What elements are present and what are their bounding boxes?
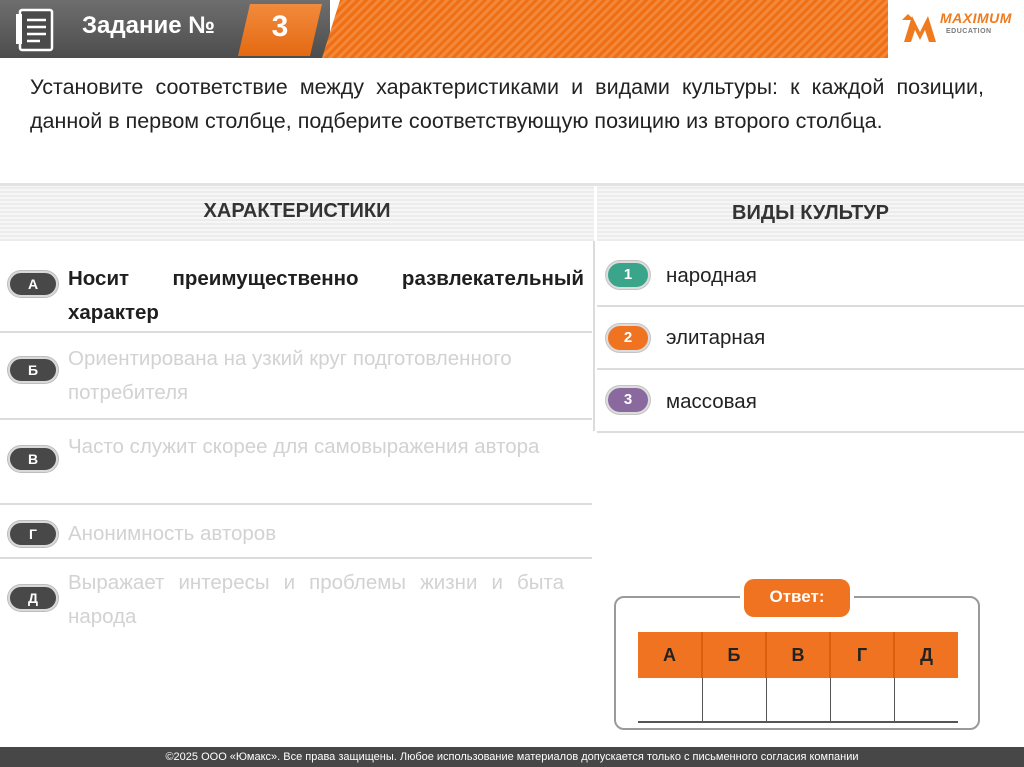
copyright-text: ©2025 ООО «Юмакс». Все права защищены. Любое использование материалов допускается только с письменного согласия компании bbox=[165, 751, 859, 763]
row-divider bbox=[0, 503, 592, 505]
letter-badge: В bbox=[8, 446, 58, 472]
culture-label: народная bbox=[666, 264, 757, 287]
answer-cell-d[interactable] bbox=[894, 678, 958, 722]
answer-cell-g[interactable] bbox=[830, 678, 894, 722]
list-divider bbox=[593, 241, 595, 431]
answer-cell-b[interactable] bbox=[702, 678, 766, 722]
answer-header-a: А bbox=[638, 632, 702, 678]
answer-header-g: Г bbox=[830, 632, 894, 678]
task-instruction: Установите соответствие между характеристиками и видами культуры: к каждой позиции, данной в первом столбце, подберите соответствующую позицию из второго столбца. bbox=[30, 75, 984, 133]
row-divider bbox=[597, 305, 1024, 307]
row-divider bbox=[0, 418, 592, 420]
answer-header-v: В bbox=[766, 632, 830, 678]
task-title: Задание № bbox=[82, 12, 215, 39]
answer-header-b: Б bbox=[702, 632, 766, 678]
header-bar bbox=[0, 0, 1024, 58]
culture-label: элитарная bbox=[666, 326, 766, 349]
characteristic-text: Часто служит скорее для самовыражения автора bbox=[68, 435, 540, 458]
letter-badge: Б bbox=[8, 357, 58, 383]
letter-badge: Г bbox=[8, 521, 58, 547]
answer-header-d: Д bbox=[894, 632, 958, 678]
characteristic-text: Анонимность авторов bbox=[68, 522, 277, 545]
letter-badge: А bbox=[8, 271, 58, 297]
culture-label: массовая bbox=[666, 390, 757, 413]
characteristic-text: Ориентирована на узкий круг подготовленного потребителя bbox=[68, 347, 512, 404]
logo-subtext: EDUCATION bbox=[946, 28, 992, 35]
answer-cell-a[interactable] bbox=[638, 678, 702, 722]
number-badge: 3 bbox=[606, 386, 650, 414]
answer-cell-v[interactable] bbox=[766, 678, 830, 722]
culture-types-header: ВИДЫ КУЛЬТУР bbox=[732, 202, 889, 224]
number-badge: 2 bbox=[606, 324, 650, 352]
row-divider bbox=[597, 368, 1024, 370]
letter-badge: Д bbox=[8, 585, 58, 611]
characteristic-text: Выражает интересы и проблемы жизни и быта народа bbox=[68, 571, 564, 628]
number-badge: 1 bbox=[606, 261, 650, 289]
characteristic-text: Носит преимущественно развлекательный характер bbox=[68, 267, 584, 324]
row-divider bbox=[597, 431, 1024, 433]
logo-text: MAXIMUM bbox=[940, 10, 1012, 26]
task-number: 3 bbox=[271, 10, 289, 43]
header-stripe-panel bbox=[322, 0, 888, 58]
answer-label: Ответ: bbox=[744, 579, 850, 617]
row-divider bbox=[0, 557, 592, 559]
row-divider bbox=[0, 331, 592, 333]
characteristics-header: ХАРАКТЕРИСТИКИ bbox=[203, 200, 391, 222]
document-icon bbox=[14, 6, 60, 52]
answer-table bbox=[638, 632, 958, 723]
